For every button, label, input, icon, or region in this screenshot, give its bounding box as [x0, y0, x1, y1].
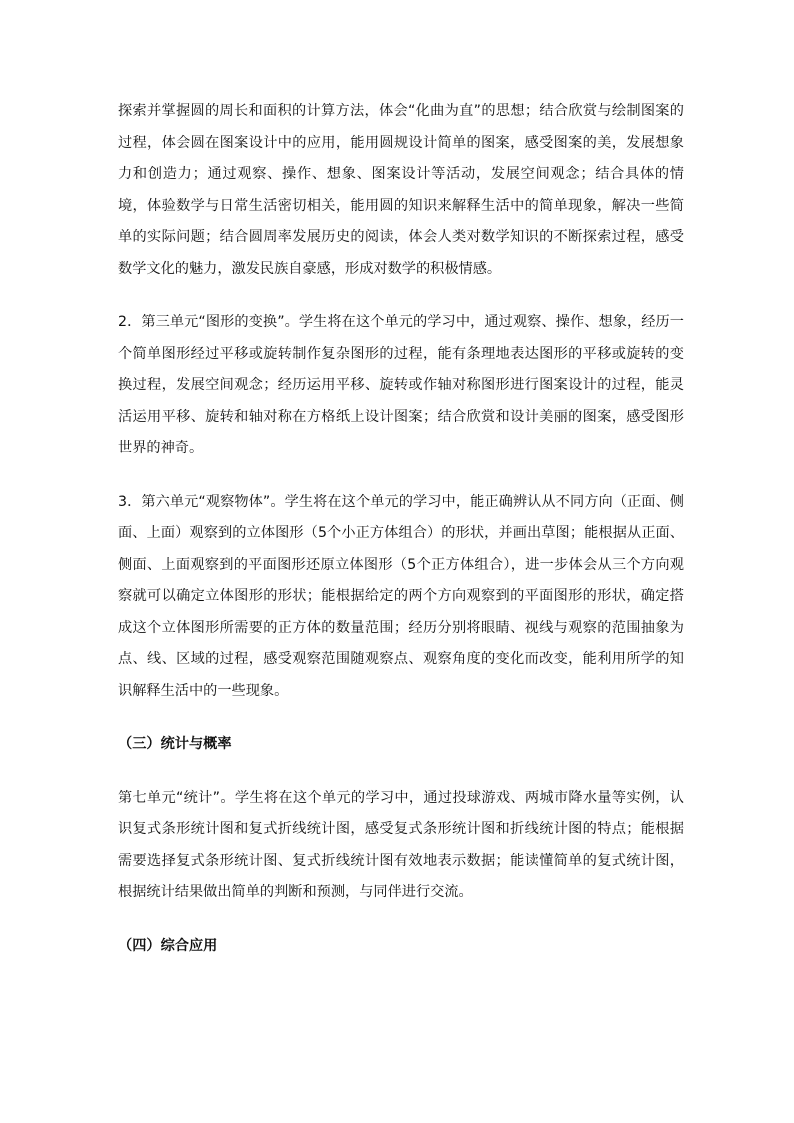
paragraph-unit-three: 2．第三单元“图形的变换”。学生将在这个单元的学习中，通过观察、操作、想象，经历一个简单图形经过平移或旋转制作复杂图形的过程，能有条理地表达图形的平移或旋转的变换过程，发展空间观念；经历运用平移、旋转或作轴对称图形进行图案设计的过程，能灵活运用平移、旋转和轴对称在方格纸上设计图案；结合欣赏和设计美丽的图案，感受图形世界的神奇。 [118, 314, 684, 456]
paragraph-unit-six: 3．第六单元“观察物体”。学生将在这个单元的学习中，能正确辨认从不同方向（正面、侧面、上面）观察到的立体图形（5个小正方体组合）的形状，并画出草图；能根据从正面、侧面、上面观察到的平面图形还原立体图形（5个正方体组合），进一步体会从三个方向观察就可以确定立体图形的形状；能根据给定的两个方向观察到的平面图形的形状，确定搭成这个立体图形所需要的正方体的数量范围；经历分别将眼睛、视线与观察的范围抽象为点、线、区域的过程，感受观察范围随观察点、观察角度的变化而改变，能利用所学的知识解释生活中的一些现象。 [118, 493, 684, 699]
section-heading-application: （四）综合应用 [118, 937, 218, 954]
paragraph-unit-seven: 第七单元“统计”。学生将在这个单元的学习中，通过投球游戏、两城市降水量等实例，认识复式条形统计图和复式折线统计图，感受复式条形统计图和折线统计图的特点；能根据需要选择复式条形统计图、复式折线统计图有效地表示数据；能读懂简单的复式统计图，根据统计结果做出简单的判断和预测，与同伴进行交流。 [118, 789, 684, 900]
paragraph-circle-unit: 探索并掌握圆的周长和面积的计算方法，体会“化曲为直”的思想；结合欣赏与绘制图案的过程，体会圆在图案设计中的应用，能用圆规设计简单的图案，感受图案的美，发展想象力和创造力；通过观察、操作、想象、图案设计等活动，发展空间观念；结合具体的情境，体验数学与日常生活密切相关，能用圆的知识来解释生活中的简单现象，解决一些简单的实际问题；结合圆周率发展历史的阅读，体会人类对数学知识的不断探索过程，感受数学文化的魅力，激发民族自豪感，形成对数学的积极情感。 [118, 103, 684, 277]
document-page [118, 96, 684, 962]
section-heading-statistics: （三）统计与概率 [118, 736, 232, 752]
